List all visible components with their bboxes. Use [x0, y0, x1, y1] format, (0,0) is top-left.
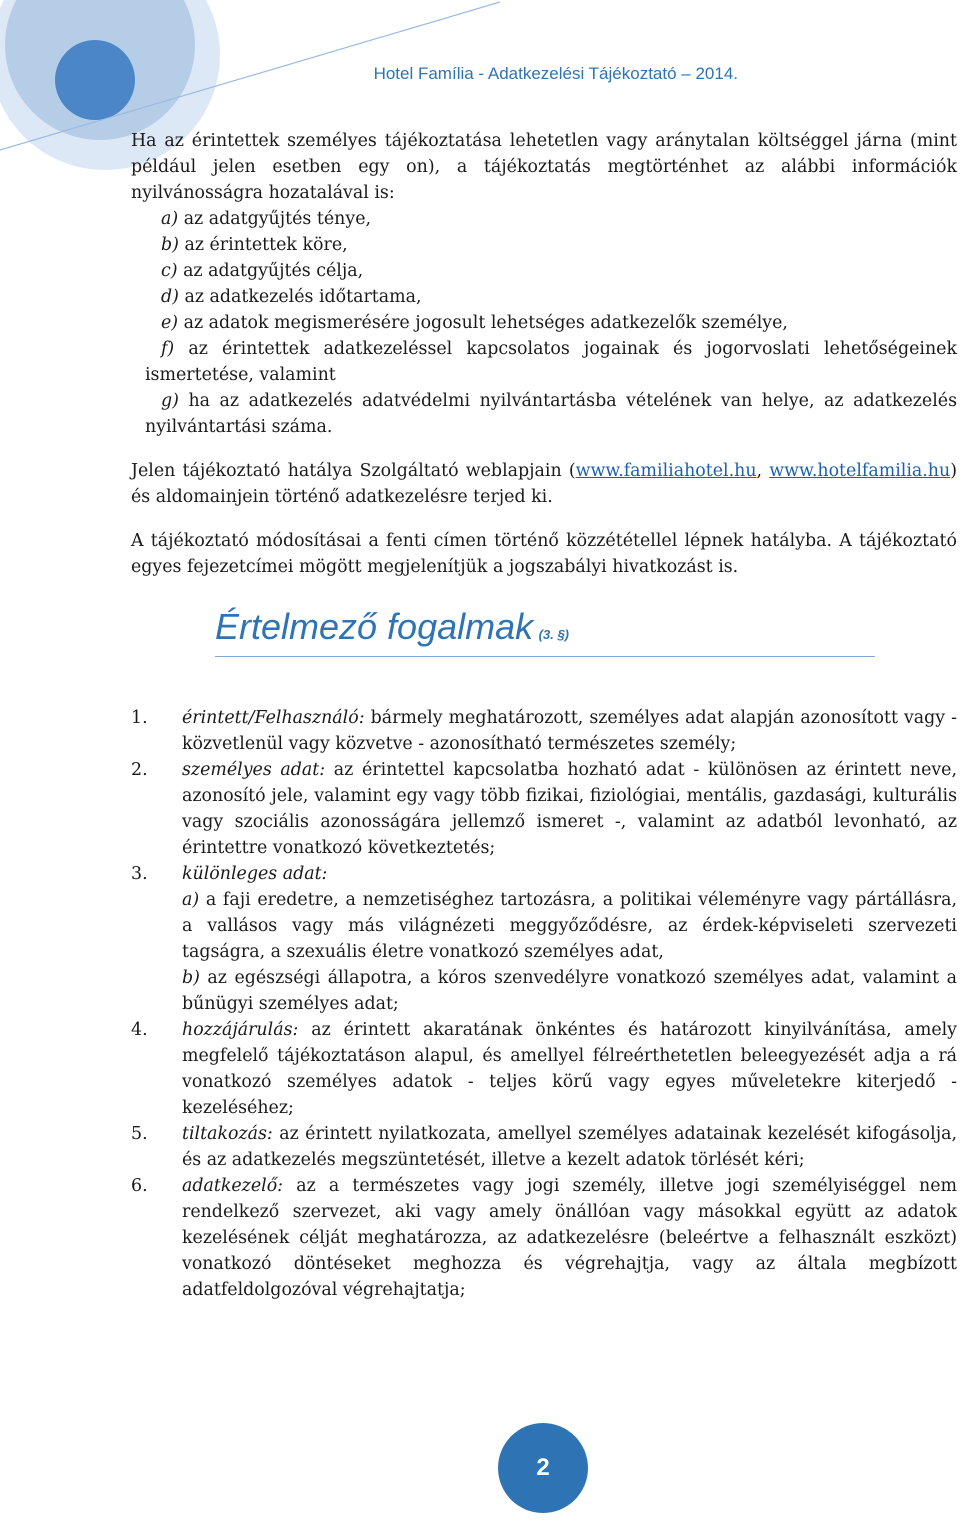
definition-subitem: b) az egészségi állapotra, a kóros szenvedélyre vonatkozó személyes adat, valamint a bűnügyi személyes adat;	[182, 968, 957, 1014]
definition-item: 4. hozzájárulás: az érintett akaratának önkéntes és határozott kinyilvánítása, amely megfelelő tájékoztatáson alapul, és amellyel félreérthetetlen beleegyezését adja a rá vonatkozó személyes adatok - teljes körű vagy egyes műveletekre kiterjedő - kezeléséhez;	[131, 1020, 957, 1118]
scope-paragraph: Jelen tájékoztató hatálya Szolgáltató weblapjain (www.familiahotel.hu, www.hotelfamilia.hu) és aldomainjein történő adatkezelésre terjed ki.	[131, 461, 957, 507]
list-item: e) az adatok megismerésére jogosult lehetséges adatkezelők személye,	[161, 313, 788, 333]
section-heading	[215, 606, 875, 657]
list-item: f) az érintettek adatkezeléssel kapcsolatos jogainak és jogorvoslati lehetőségeinek ismertetése, valamint	[145, 339, 957, 385]
section-ref: (3. §)	[538, 627, 570, 642]
hotelfamilia-link[interactable]: www.hotelfamilia.hu	[769, 461, 951, 481]
definition-item: 1. érintett/Felhasználó: bármely meghatározott, személyes adat alapján azonosított vagy - közvetlenül vagy közvetve - azonosítható természetes személy;	[131, 708, 957, 754]
header-title: Hotel Família - Adatkezelési Tájékoztató – 2014.	[373, 64, 738, 83]
familiahotel-link[interactable]: www.familiahotel.hu	[575, 461, 757, 481]
definition-item: 5. tiltakozás: az érintett nyilatkozata, amellyel személyes adatainak kezelését kifogásolja, és az adatkezelés megszüntetését, illetve a kezelt adatok törlését kéri;	[131, 1124, 957, 1170]
intro-list-cont	[145, 336, 957, 440]
section-title: Értelmező fogalmak	[215, 606, 534, 647]
definition-item: 3. különleges adat: a) a faji eredetre, a nemzetiséghez tartozásra, a politikai véleményre vagy pártállásra, a vallásos vagy más világnézeti meggyőződésre, az érdek-képviseleti szervezeti tagságra, a szexuális életre vonatkozó személyes adat, b) az egészségi állapotra, a kóros szenvedélyre vonatkozó személyes adat, valamint a bűnügyi személyes adat;	[131, 861, 957, 1017]
definition-item: 2. személyes adat: az érintettel kapcsolatba hozható adat - különösen az érintett neve, azonosító jele, valamint egy vagy több fizikai, fiziológiai, mentális, gazdasági, kulturális vagy szociális azonosságára jellemző ismeret -, valamint az adatból levonható, az érintettre vonatkozó következtetés;	[131, 760, 957, 858]
list-item: c) az adatgyűjtés célja,	[161, 261, 364, 281]
list-item: b) az érintettek köre,	[161, 235, 348, 255]
definitions-list	[131, 705, 957, 1303]
list-item: g) ha az adatkezelés adatvédelmi nyilvántartásba vételének van helye, az adatkezelés nyilvántartási száma.	[145, 391, 957, 437]
intro-paragraph: Ha az érintettek személyes tájékoztatása lehetetlen vagy aránytalan költséggel járna (mint például jelen esetben egy on), a tájékoztatás megtörténhet az alábbi információk nyilvánosságra hozatalával is:	[131, 131, 957, 203]
document-body	[131, 128, 957, 1303]
changes-paragraph: A tájékoztató módosításai a fenti címen történő közzététellel lépnek hatályba. A tájékoztató egyes fejezetcímei mögött megjelenítjük a jogszabályi hivatkozást is.	[131, 531, 957, 577]
list-item: a) az adatgyűjtés ténye,	[161, 209, 372, 229]
page-number-badge: 2	[498, 1423, 588, 1513]
definition-item: 6. adatkezelő: az a természetes vagy jogi személy, illetve jogi személyiséggel nem rendelkező szervezet, aki vagy amely önállóan vagy másokkal együtt az adatok kezelésének célját meghatározza, az adatkezelésre (beleértve a felhasznált eszközt) vonatkozó döntéseket meghozza és végrehajtja, vagy az általa megbízott adatfeldolgozóval végrehajtatja;	[131, 1176, 957, 1300]
intro-list	[161, 206, 957, 336]
definition-subitem: a) a faji eredetre, a nemzetiséghez tartozásra, a politikai véleményre vagy pártállásra, a vallásos vagy más világnézeti meggyőződésre, az érdek-képviseleti szervezeti tagságra, a szexuális életre vonatkozó személyes adat,	[182, 890, 957, 962]
list-item: d) az adatkezelés időtartama,	[161, 287, 422, 307]
